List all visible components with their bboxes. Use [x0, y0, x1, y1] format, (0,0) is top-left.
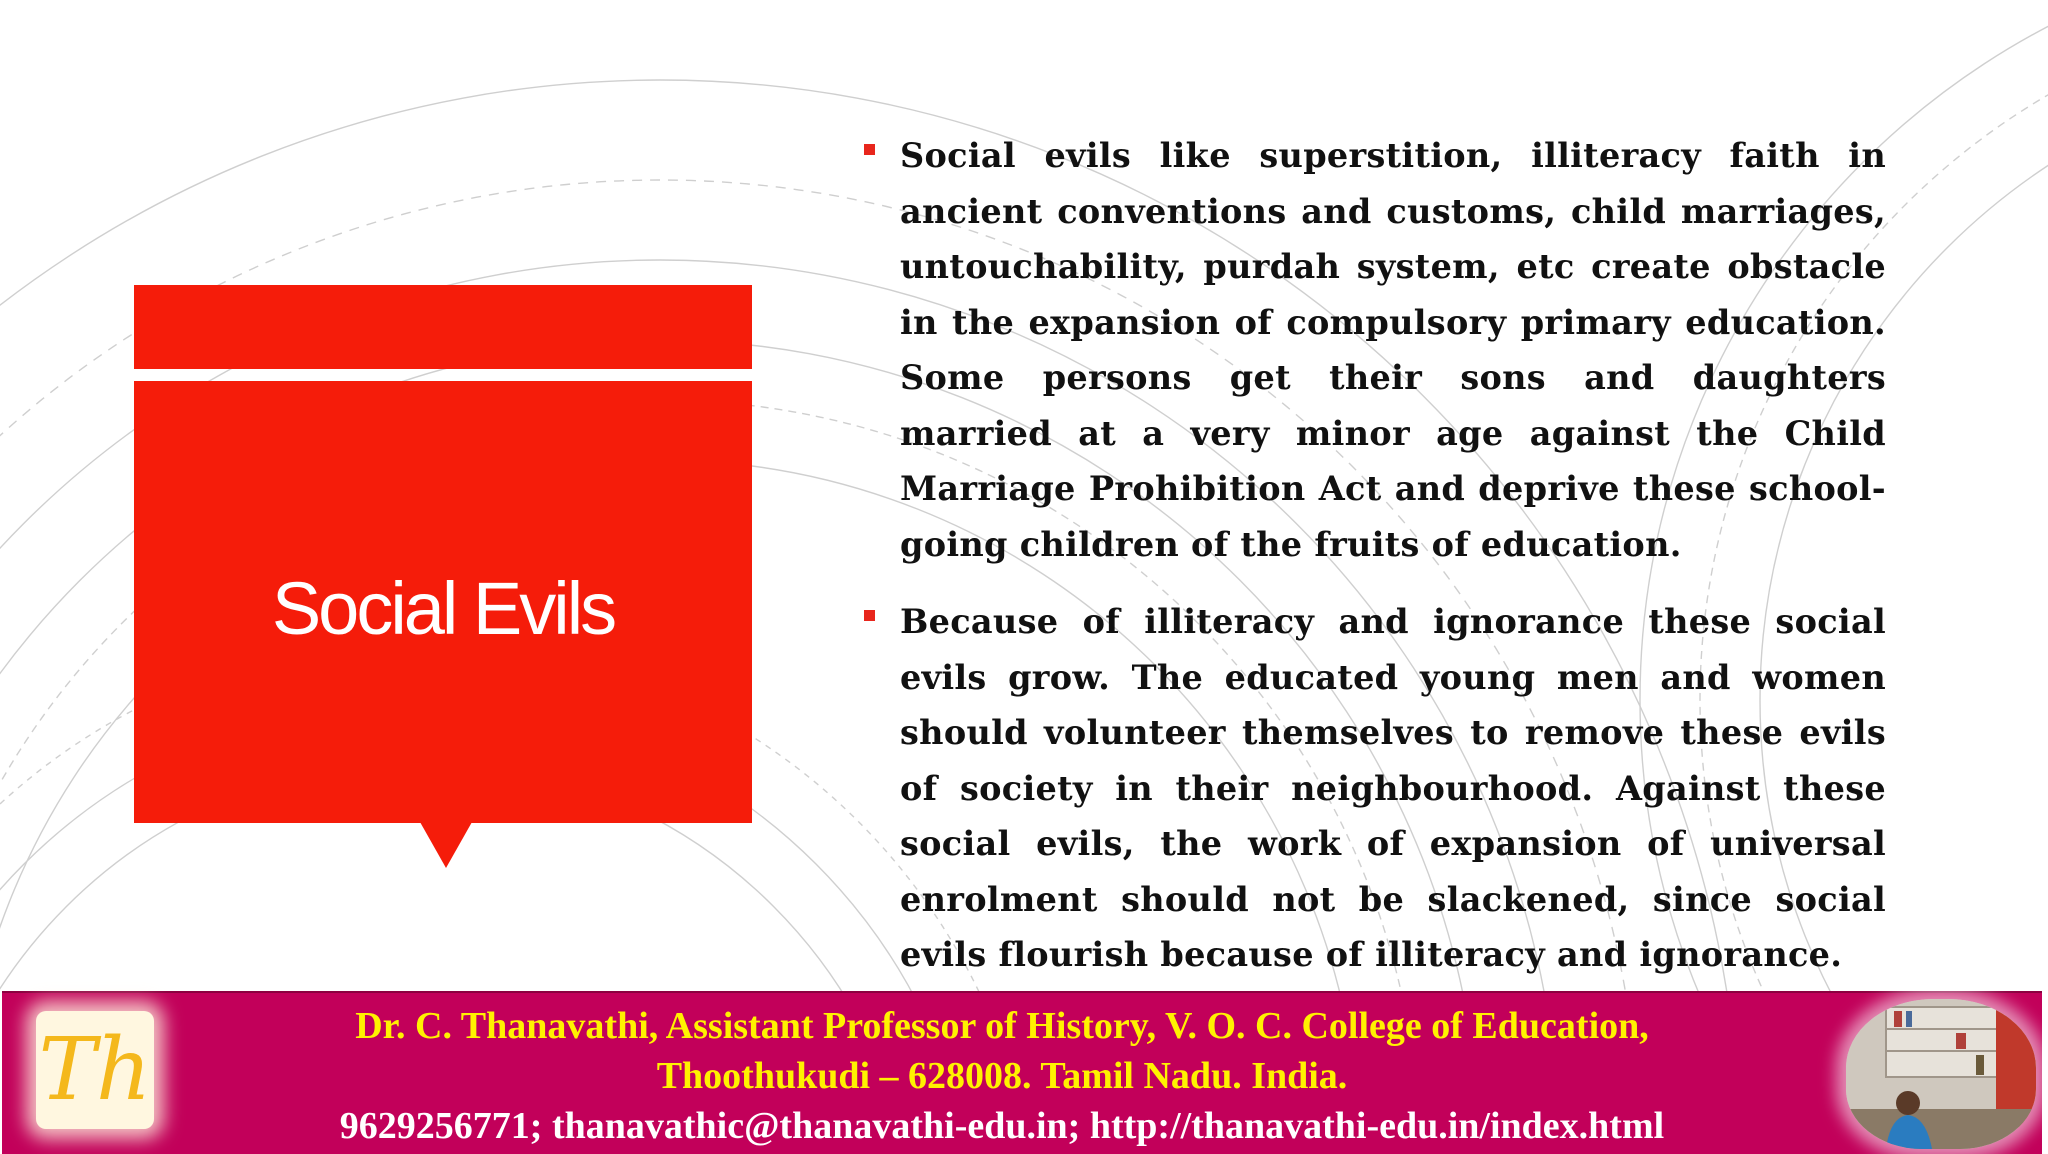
- title-accent-bar: [134, 285, 752, 369]
- slide-title: Social Evils: [271, 566, 615, 650]
- bullet-item: [864, 128, 1886, 572]
- square-bullet-icon: [864, 144, 875, 155]
- callout-pointer: [420, 822, 472, 868]
- footer-banner: [2, 991, 2042, 1154]
- th-logo: [36, 1011, 154, 1129]
- square-bullet-icon: [864, 610, 875, 621]
- presenter-photo: [1846, 999, 2036, 1149]
- title-callout-box: [134, 381, 752, 823]
- footer-author-line: Dr. C. Thanavathi, Assistant Professor of History, V. O. C. College of Education,: [355, 1005, 1649, 1047]
- bullet-text: Because of illiteracy and ignorance these social evils grow. The educated young men and women should volunteer themselves to remove these evils of society in their neighbourhood. Against these social evils, the work of expansion of universal enrolment should not be slackened, since social evils flourish because of illiteracy and ignorance.: [900, 602, 1886, 974]
- footer-contact: [202, 1001, 1802, 1151]
- bullet-text: Social evils like superstition, illiteracy faith in ancient conventions and customs, child marriages, untouchability, purdah system, etc create obstacle in the expansion of compulsory primary education. Some persons get their sons and daughters married at a very minor age against the Child Marriage Prohibition Act and deprive these school-going children of the fruits of education.: [900, 136, 1886, 564]
- logo-monogram: Th: [38, 1020, 152, 1120]
- bullet-item: [864, 594, 1886, 983]
- footer-contact-line: 9629256771; thanavathic@thanavathi-edu.in; http://thanavathi-edu.in/index.html: [339, 1105, 1665, 1147]
- slide-content: [864, 128, 1886, 983]
- footer-address-line: Thoothukudi – 628008. Tamil Nadu. India.: [656, 1055, 1348, 1097]
